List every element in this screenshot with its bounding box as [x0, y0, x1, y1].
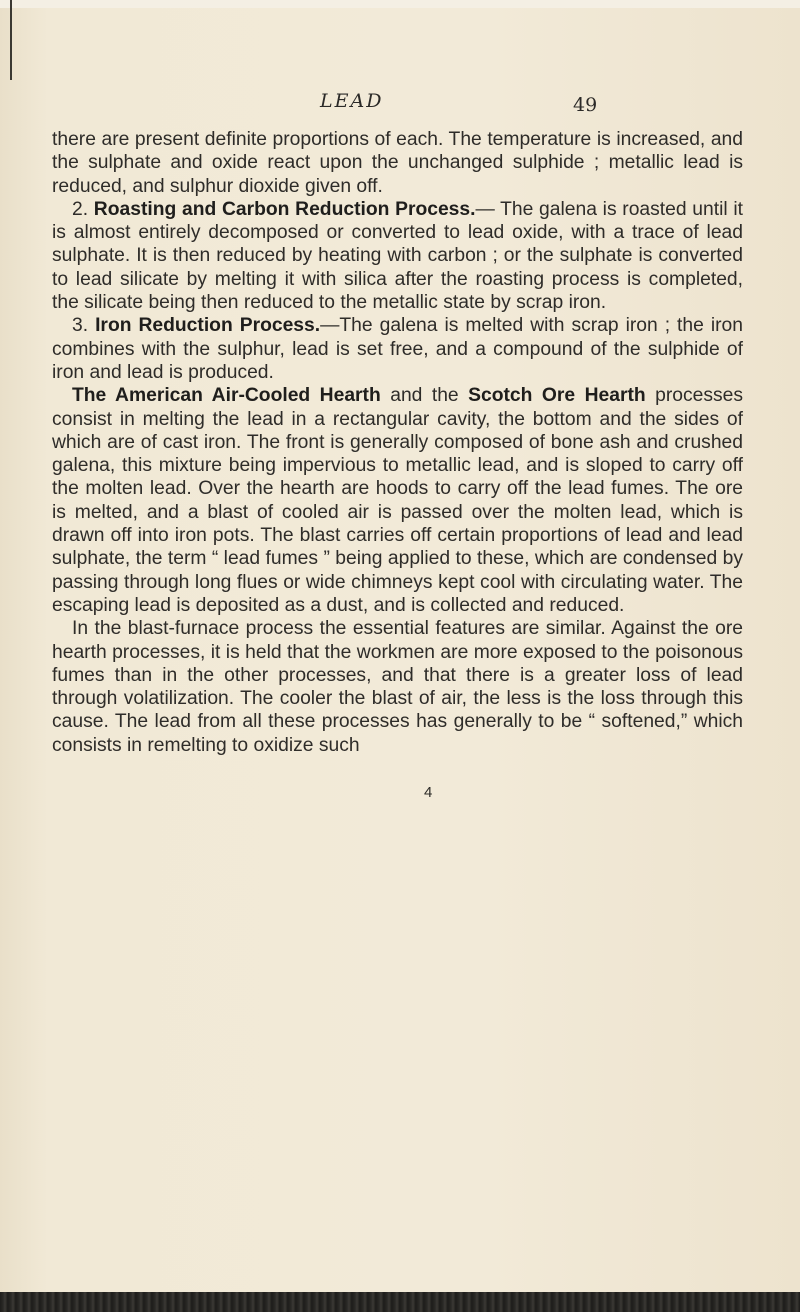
heading-american-hearth: The American Air-Cooled Hearth [72, 385, 381, 407]
section-heading-roasting: Roasting and Carbon Reduction Process. [93, 198, 476, 220]
paragraph-1: there are present definite proportions of each. The temperature is increased, and the sulphate and oxide react upon the unchanged sulphide ; metallic lead is reduced, and sulphur dioxide given off. [52, 129, 743, 197]
paragraph-2 [52, 198, 743, 314]
running-head [0, 90, 800, 118]
paragraph-3-text: —The galena is melted with scrap iron ; the iron combines with the sulphur, lead is set free, and a compound of the sulphide of iron and lead is produced. [52, 315, 743, 383]
paragraph-2-text: — The galena is roasted until it is almost entirely decomposed or converted to lead oxide, with a trace of lead sulphate. It is then reduced by heating with carbon ; or the sulphate is converted to lead silicate by melting it with silica after the roasting process is completed, the silicate being then reduced to the metallic state by scrap iron. [52, 198, 744, 314]
paragraph-4-text: processes consist in melting the lead in a rectangular cavity, the bottom and the sides of which are of cast iron. The front is generally composed of bone ash and crushed galena, this mixture being impervious to metallic lead, and is sloped to carry off the molten lead. Over the hearth are hoods to carry off the lead fumes. The ore is melted, and a blast of cooled air is passed over the molten lead, which is drawn off into iron pots. The blast carries off certain proportions of lead and lead sulphate, the term “ lead fumes ” being applied to these, which are condensed by passing through long flues or wide chimneys kept cool with circulating water. The escaping lead is deposited as a dust, and is collected and reduced. [52, 385, 744, 616]
heading-scotch-hearth: Scotch Ore Hearth [468, 385, 646, 407]
section-number-3: 3. [72, 315, 89, 337]
paragraph-4-connector: and the [380, 385, 469, 407]
page-number: 49 [573, 94, 598, 116]
paragraph-4 [52, 384, 743, 617]
section-heading-iron: Iron Reduction Process. [95, 315, 321, 337]
paragraph-5: In the blast-furnace process the essential features are similar. Against the ore hearth processes, it is held that the workmen are more exposed to the poisonous fumes than in the other processes, and that there is a greater loss of lead through volatilization. The cooler the blast of air, the less is the loss through this cause. The lead from all these processes has generally to be “ softened,” which consists in remelting to oxidize such [52, 618, 743, 756]
page-top-edge [0, 0, 800, 8]
page-left-edge [0, 0, 12, 80]
page-bottom-band [0, 1292, 800, 1312]
signature-mark: 4 [424, 784, 433, 801]
section-number-2: 2. [72, 198, 89, 220]
paragraph-3 [52, 314, 743, 384]
body-text [52, 128, 743, 757]
running-head-title: LEAD [320, 90, 384, 112]
